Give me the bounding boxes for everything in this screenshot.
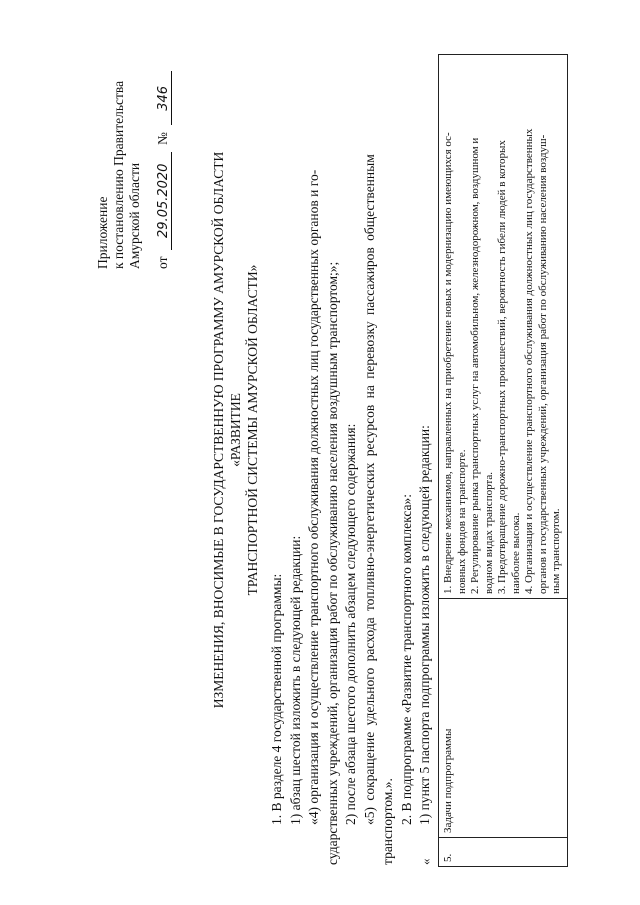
task-line: органов и государственных учреждений, организация работ по обслуживанию населения воздуш- [536,134,549,594]
date-prefix: от [155,256,170,269]
quote-open-mark: « [418,858,433,865]
row-label-cell: Задачи подпрограммы [439,599,568,838]
handwritten-number: 346 [157,71,172,125]
paragraph-4: 2) после абзаца шестого дополнить абзацем следующего содержания: [343,423,358,825]
appendix-region: Амурской области [127,162,142,269]
task-line: водном видах транспорта. [482,471,495,594]
paragraph-5b: транспортом.». [380,778,395,865]
table-row [439,55,568,867]
title-line-2: ТРАНСПОРТНОЙ СИСТЕМЫ АМУРСКОЙ ОБЛАСТИ» [245,264,260,596]
paragraph-1: 1. В разделе 4 государственной программы: [269,573,284,825]
paragraph-5a: «5) сокращение удельного расхода топливно-энергетических ресурсов на перевозку пассажиров общественным [361,154,377,825]
task-line: ным транспортом. [550,508,562,594]
appendix-label: Приложение [95,196,110,269]
title-line-1: ИЗМЕНЕНИЯ, ВНОСИМЫЕ В ГОСУДАРСТВЕННУЮ ПРОГРАММУ АМУРСКОЙ ОБЛАСТИ «РАЗВИТИЕ [211,151,243,709]
paragraph-3a: «4) организация и осуществление транспортного обслуживания должностных лиц государственных органов и го- [306,169,321,825]
appendix-date-line [155,71,172,269]
task-line: новных фондов на транспорте. [455,449,468,594]
task-line: 2. Регулирование рынка транспортных услуг на автомобильном, железнодорожном, воздушном и [469,137,481,594]
task-line: 3. Предотвращение дорожно-транспортных происшествий, вероятность гибели людей в которых [496,140,508,594]
paragraph-7: 1) пункт 5 паспорта подпрограммы изложить в следующей редакции: [417,425,432,825]
task-line: 4. Организация и осуществление транспортного обслуживания должностных лиц государственных [523,128,535,594]
row-number-cell: 5. [439,838,568,867]
paragraph-6: 2. В подпрограмме «Развитие транспортного комплекса»: [398,494,414,825]
document-title [210,125,261,735]
paragraph-3b: сударственных учреждений, организация работ по обслуживанию населения воздушным транспортом;»; [324,261,340,865]
handwritten-date: 29.05.2020 [157,152,172,250]
paragraph-2: 1) абзац шестой изложить в следующей редакции: [287,535,303,825]
task-line: 1. Внедрение механизмов, направленных на приобретение новых и модернизацию имеющихся ос- [442,132,454,594]
row-content-cell [439,55,568,599]
task-line: наиболее высока. [509,512,522,594]
passport-table [438,54,568,867]
appendix-resolution: к постановлению Правительства [111,80,126,269]
document-body [268,45,435,865]
number-prefix: № [155,132,170,146]
